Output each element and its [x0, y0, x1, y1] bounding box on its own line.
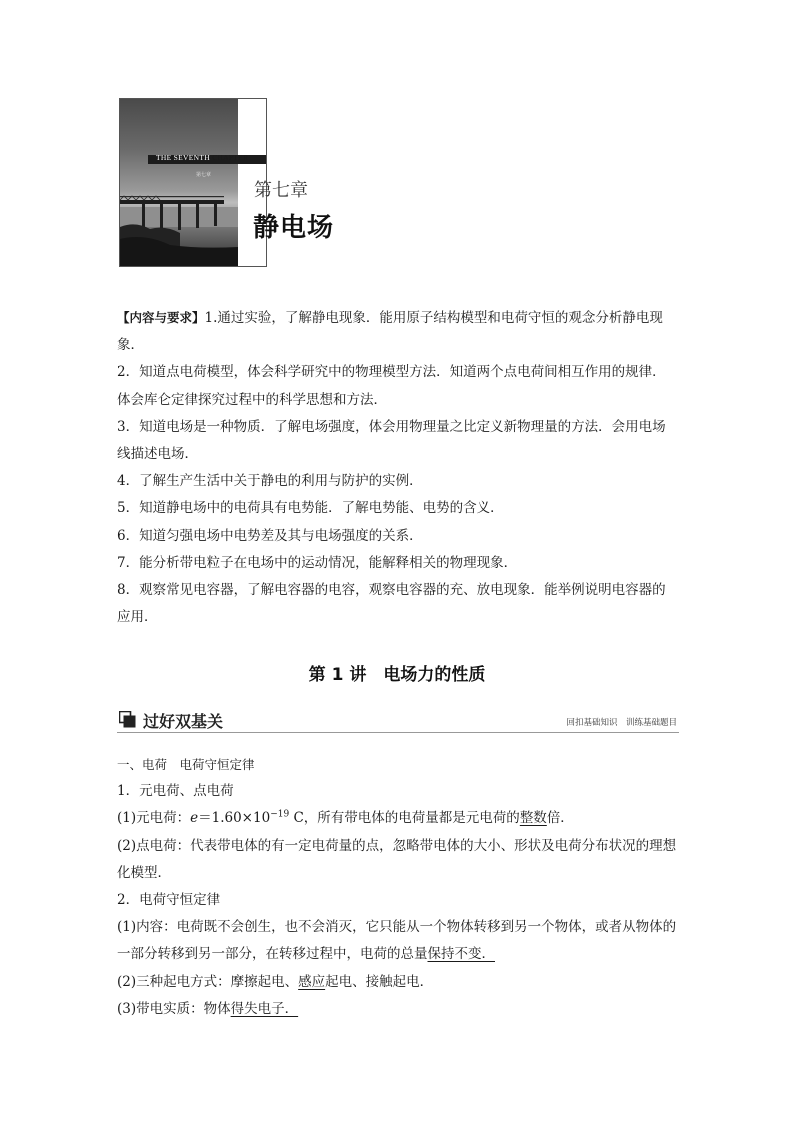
paragraph-charging-methods: (2)三种起电方式：摩擦起电、感应起电、接触起电．: [117, 973, 434, 990]
underlined-answer: 感应: [298, 973, 326, 990]
stacked-pages-icon: [119, 711, 136, 728]
paragraph-conservation-content: (1)内容：电荷既不会创生，也不会消灭，它只能从一个物体转移到另一个物体，或者从物体的一部分转移到另一部分，在转移过程中，电荷的总量保持不变．: [117, 919, 677, 963]
chapter-tiny-label: 第七章: [196, 173, 212, 178]
lecture-title: 第 1 讲 电场力的性质: [308, 665, 486, 685]
chapter-cover-image: [119, 98, 267, 267]
requirement-item: 7．能分析带电粒子在电场中的运动情况，能解释相关的物理现象．: [117, 554, 518, 571]
underlined-answer: 保持不变．: [427, 946, 495, 963]
chapter-number: 第七章: [254, 180, 308, 201]
requirements-tag: 【内容与要求】: [117, 310, 205, 325]
underlined-answer: 整数: [519, 810, 547, 827]
subheading-elementary-charge: 1．元电荷、点电荷: [117, 783, 234, 800]
underlined-answer: 得失电子．: [230, 1000, 299, 1017]
paragraph-point-charge: (2)点电荷：代表带电体的有一定电荷量的点，忽略带电体的大小、形状及电荷分布状况的理想化模型．: [117, 837, 677, 881]
section-title: 过好双基关: [143, 712, 224, 731]
requirement-item: 3．知道电场是一种物质．了解电场强度，体会用物理量之比定义新物理量的方法．会用电场线描述电场．: [117, 418, 666, 463]
paragraph-elementary-charge: (1)元电荷：$e=1.60\times 10^{-19}$ C，所有带电体的电荷量都是元电荷的整数倍．: [117, 809, 574, 827]
requirement-item: 4．了解生产生活中关于静电的利用与防护的实例．: [117, 473, 423, 490]
heading-charge: 一、电荷 电荷守恒定律: [117, 757, 255, 772]
section-subtitle: 回扣基础知识 训练基础题目: [566, 718, 677, 728]
pier-photo: [120, 99, 238, 266]
requirement-item: 6．知道匀强电场中电势差及其与电场强度的关系．: [117, 527, 423, 544]
chapter-title: 静电场: [253, 213, 335, 243]
pier-silhouette: [120, 99, 238, 266]
requirement-item: 8．观察常见电容器，了解电容器的电容，观察电容器的充、放电现象．能举例说明电容器的应用．: [117, 582, 666, 626]
requirements-section: [117, 304, 679, 631]
paragraph-charging-essence: (3)带电实质：物体得失电子．: [117, 1000, 299, 1017]
requirement-item: 【内容与要求】1.通过实验，了解静电现象．能用原子结构模型和电荷守恒的观念分析静电现象．: [117, 310, 663, 354]
lesson-body: [117, 751, 679, 1023]
chapter-english-title: THE SEVENTH CHAPTER: [156, 153, 249, 162]
subheading-conservation: 2．电荷守恒定律: [117, 892, 221, 909]
section-header: [117, 708, 679, 733]
requirement-item: 2．知道点电荷模型，体会科学研究中的物理模型方法．知道两个点电荷间相互作用的规律．体会库仑定律探究过程中的科学思想和方法．: [117, 364, 666, 408]
requirement-item: 5．知道静电场中的电荷具有电势能．了解电势能、电势的含义．: [117, 500, 504, 517]
